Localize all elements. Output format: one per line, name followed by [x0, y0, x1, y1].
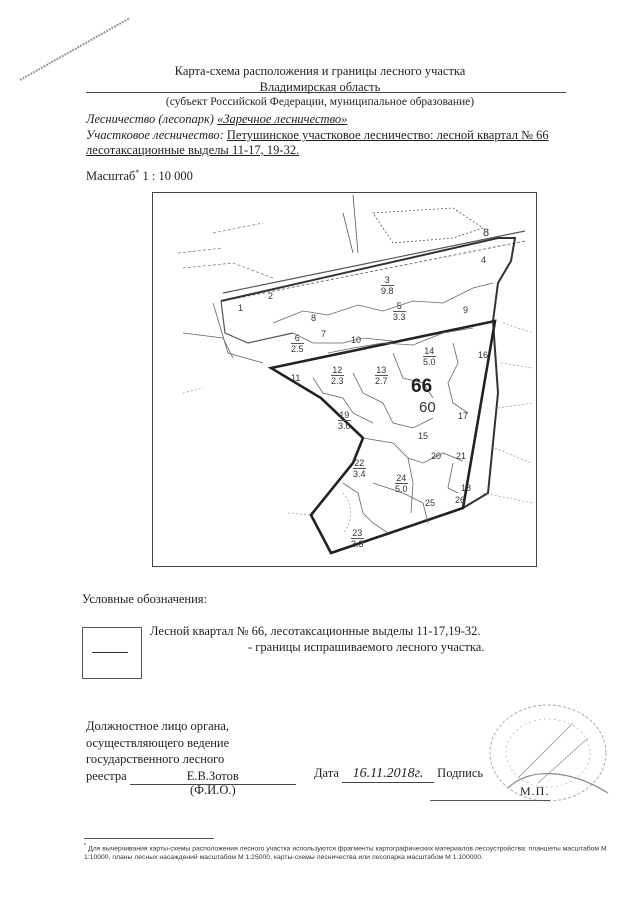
- scale-row: [86, 168, 193, 184]
- plot-value: 2.7: [375, 376, 388, 386]
- plot-value: 2.5: [291, 344, 304, 354]
- scale-mark: *: [135, 168, 140, 177]
- plot-number: 26: [455, 495, 466, 505]
- plot-label-12: [331, 365, 344, 386]
- plot-number: 11: [291, 373, 301, 383]
- title-underline: [86, 92, 566, 93]
- plot-value: 3.3: [351, 539, 364, 549]
- plot-number: 8: [311, 313, 317, 323]
- scale-value: 1 : 10 000: [142, 169, 193, 184]
- plot-value: 3.4: [353, 469, 366, 479]
- plot-label-4: [481, 255, 486, 265]
- district-label: Участковое лесничество:: [86, 128, 224, 142]
- plot-label-7: [321, 329, 326, 339]
- plot-label-17: [458, 411, 468, 421]
- legend-item2: - границы испрашиваемого лесного участка.: [248, 640, 485, 654]
- map-drawing: [153, 193, 536, 566]
- district-value-line2: лесотаксационные выделы 11-17, 19-32.: [86, 143, 300, 157]
- plot-value: 9.8: [381, 286, 394, 296]
- plot-number: 1: [238, 303, 244, 313]
- plot-label-21: [456, 451, 466, 461]
- plot-label-5: [393, 301, 406, 322]
- plot-number: 22: [354, 458, 365, 468]
- plot-number: 10: [351, 335, 362, 345]
- plot-label-26: [455, 495, 465, 505]
- plot-value: 5.0: [395, 484, 408, 494]
- plot-label-18: [461, 483, 471, 493]
- forestry-row: [86, 112, 347, 127]
- plot-number: 24: [396, 473, 407, 483]
- plot-label-16: [478, 350, 488, 360]
- official-line4-prefix: реестра: [86, 768, 127, 783]
- mp-label: М.П.: [520, 784, 550, 798]
- plot-label-23: [351, 528, 364, 549]
- title-line2: Владимирская область: [259, 80, 381, 94]
- district-row: [86, 128, 626, 143]
- plot-number: 17: [458, 411, 469, 421]
- quarter-sub: 60: [419, 399, 436, 416]
- sign-underline: [430, 800, 550, 801]
- plot-number: 12: [332, 365, 343, 375]
- official-line1: Должностное лицо органа,: [86, 719, 230, 733]
- quarter-number: 66: [411, 376, 433, 397]
- plot-label-25: [425, 498, 435, 508]
- plot-boundary: [271, 321, 495, 553]
- footnote-text: Для вычерчивания карты-схемы расположения лесного участка используются фрагменты картографических материалов лесоустройства: планшеты масштабом М 1:10000, планы лесных насаждений масштабом М 1:25000, карты-схемы лесничества или лесопарка масштабом М 1:100000.: [84, 845, 607, 861]
- legend-line-icon: [92, 652, 128, 653]
- neighbor-label: 8: [483, 227, 490, 239]
- plot-number: 2: [268, 291, 274, 301]
- title-line1: Карта-схема расположения и границы лесного участка: [174, 64, 466, 78]
- plot-number: 6: [294, 333, 300, 343]
- plot-number: 3: [384, 275, 390, 285]
- plot-value: 5.0: [423, 357, 436, 367]
- date-value: 16.11.2018г.: [342, 766, 434, 783]
- plot-label-8: [311, 313, 316, 323]
- plot-number: 7: [321, 329, 327, 339]
- footnote-mark: *: [84, 843, 87, 849]
- plot-number: 4: [481, 255, 487, 265]
- official-line2: осуществляющего ведение: [86, 735, 230, 750]
- legend-title: Условные обозначения:: [82, 592, 208, 606]
- scale-label: Масштаб: [86, 169, 136, 184]
- plot-value: 3.3: [393, 312, 406, 322]
- plot-label-24: [395, 473, 408, 494]
- plot-number: 18: [461, 483, 472, 493]
- plot-number: 16: [478, 350, 489, 360]
- legend-box: [82, 627, 142, 679]
- plot-value: 3.0: [338, 421, 351, 431]
- official-block: [86, 718, 296, 785]
- plot-number: 21: [456, 451, 467, 461]
- plot-number: 23: [352, 528, 363, 538]
- fio-label: (Ф.И.О.): [190, 783, 236, 797]
- plot-label-2: [268, 291, 273, 301]
- district-value-line1: Петушинское участковое лесничество: лесной квартал № 66: [226, 128, 549, 142]
- plot-label-19: [338, 410, 351, 431]
- plot-label-14: [423, 346, 436, 367]
- footnote-rule: [84, 838, 214, 839]
- legend-item1: Лесной квартал № 66, лесотаксационные выделы 11-17,19-32.: [150, 624, 481, 638]
- plot-number: 9: [463, 305, 469, 315]
- plot-number: 14: [424, 346, 435, 356]
- plot-label-11: [291, 373, 300, 383]
- plot-label-9: [463, 305, 468, 315]
- date-row: [314, 766, 483, 783]
- official-line3: государственного лесного: [86, 752, 225, 766]
- plot-number: 25: [425, 498, 436, 508]
- plot-label-20: [431, 451, 441, 461]
- plot-label-10: [351, 335, 361, 345]
- forestry-value: «Заречное лесничество»: [217, 112, 348, 126]
- forestry-label: Лесничество (лесопарк): [86, 112, 214, 126]
- footnote: [84, 842, 624, 862]
- plot-number: 5: [396, 301, 402, 311]
- plot-label-22: [353, 458, 366, 479]
- plot-number: 15: [418, 431, 429, 441]
- forest-map: [152, 192, 537, 567]
- plot-label-1: [238, 303, 243, 313]
- official-name: Е.В.Зотов: [130, 768, 296, 786]
- plot-value: 2.3: [331, 376, 344, 386]
- plot-label-13: [375, 365, 388, 386]
- plot-label-15: [418, 431, 428, 441]
- plot-label-3: [381, 275, 394, 296]
- sign-label: Подпись: [437, 766, 484, 780]
- plot-number: 19: [339, 410, 350, 420]
- header-subtitle: (субъект Российской Федерации, муниципальное образование): [165, 96, 475, 108]
- plot-number: 13: [376, 365, 387, 375]
- plot-number: 20: [431, 451, 442, 461]
- date-label: Дата: [314, 766, 339, 780]
- plot-label-6: [291, 333, 304, 354]
